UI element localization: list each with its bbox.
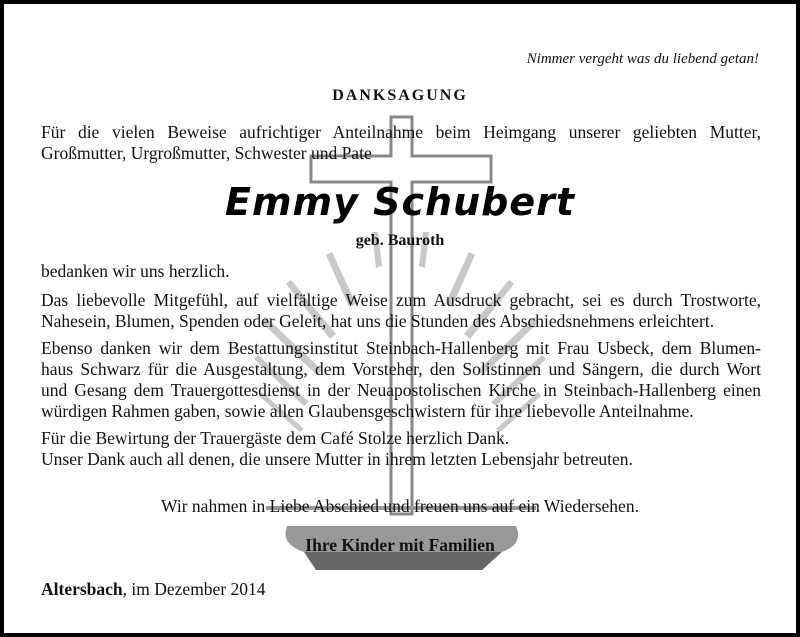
date: , im Dezember 2014 <box>122 579 266 599</box>
intro-line-1: Für die vielen Beweise aufrichtiger Anteilnahme beim Heimgang unserer geliebten Mutter, <box>41 122 761 142</box>
intro-line-2: Großmutter, Urgroßmutter, Schwester und Pate <box>41 143 372 163</box>
paragraph2-line-3: und Gesang dem Trauergottesdienst in der Neuapostolischen Kirche in Steinbach-Hallenberg einen <box>41 380 761 400</box>
place-date <box>41 579 266 600</box>
paragraph1-line-2: Nahesein, Blumen, Spenden oder Geleit, hat uns die Stunden des Abschiedsnehmens erleichtert. <box>41 311 715 331</box>
paragraph2-line-1: Ebenso danken wir dem Bestattungsinstitut Steinbach-Hallenberg mit Frau Usbeck, dem Blumen- <box>41 338 761 358</box>
paragraph3-line-2: Unser Dank auch all denen, die unsere Mutter in ihrem letzten Lebensjahr betreuten. <box>41 449 633 469</box>
obituary-card <box>4 4 796 633</box>
paragraph3-line-1: Für die Bewirtung der Trauergäste dem Café Stolze herzlich Dank. <box>41 428 510 448</box>
paragraph1-line-1: Das liebevolle Mitgefühl, auf vielfältige Weise zum Ausdruck gebracht, sei es durch Trostworte, <box>41 290 761 310</box>
motto: Nimmer vergeht was du liebend getan! <box>526 51 759 67</box>
place: Altersbach <box>41 579 123 599</box>
paragraph2-line-2: haus Schwarz für die Ausgestaltung, dem Vorsteher, den Solistinnen und Sängern, die durch Wort <box>41 359 761 379</box>
signature: Ihre Kinder mit Familien <box>305 535 495 555</box>
maiden-name: geb. Bauroth <box>355 232 445 249</box>
closing-line: Wir nahmen in Liebe Abschied und freuen uns auf ein Wiedersehen. <box>161 496 639 516</box>
heading: DANKSAGUNG <box>332 87 468 104</box>
thanks-line: bedanken wir uns herzlich. <box>41 261 230 281</box>
paragraph2-line-4: würdigen Rahmen gaben, sowie allen Glaubensgeschwistern für ihre liebevolle Anteilnahme. <box>41 401 694 421</box>
deceased-name: Emmy Schubert <box>224 180 576 224</box>
